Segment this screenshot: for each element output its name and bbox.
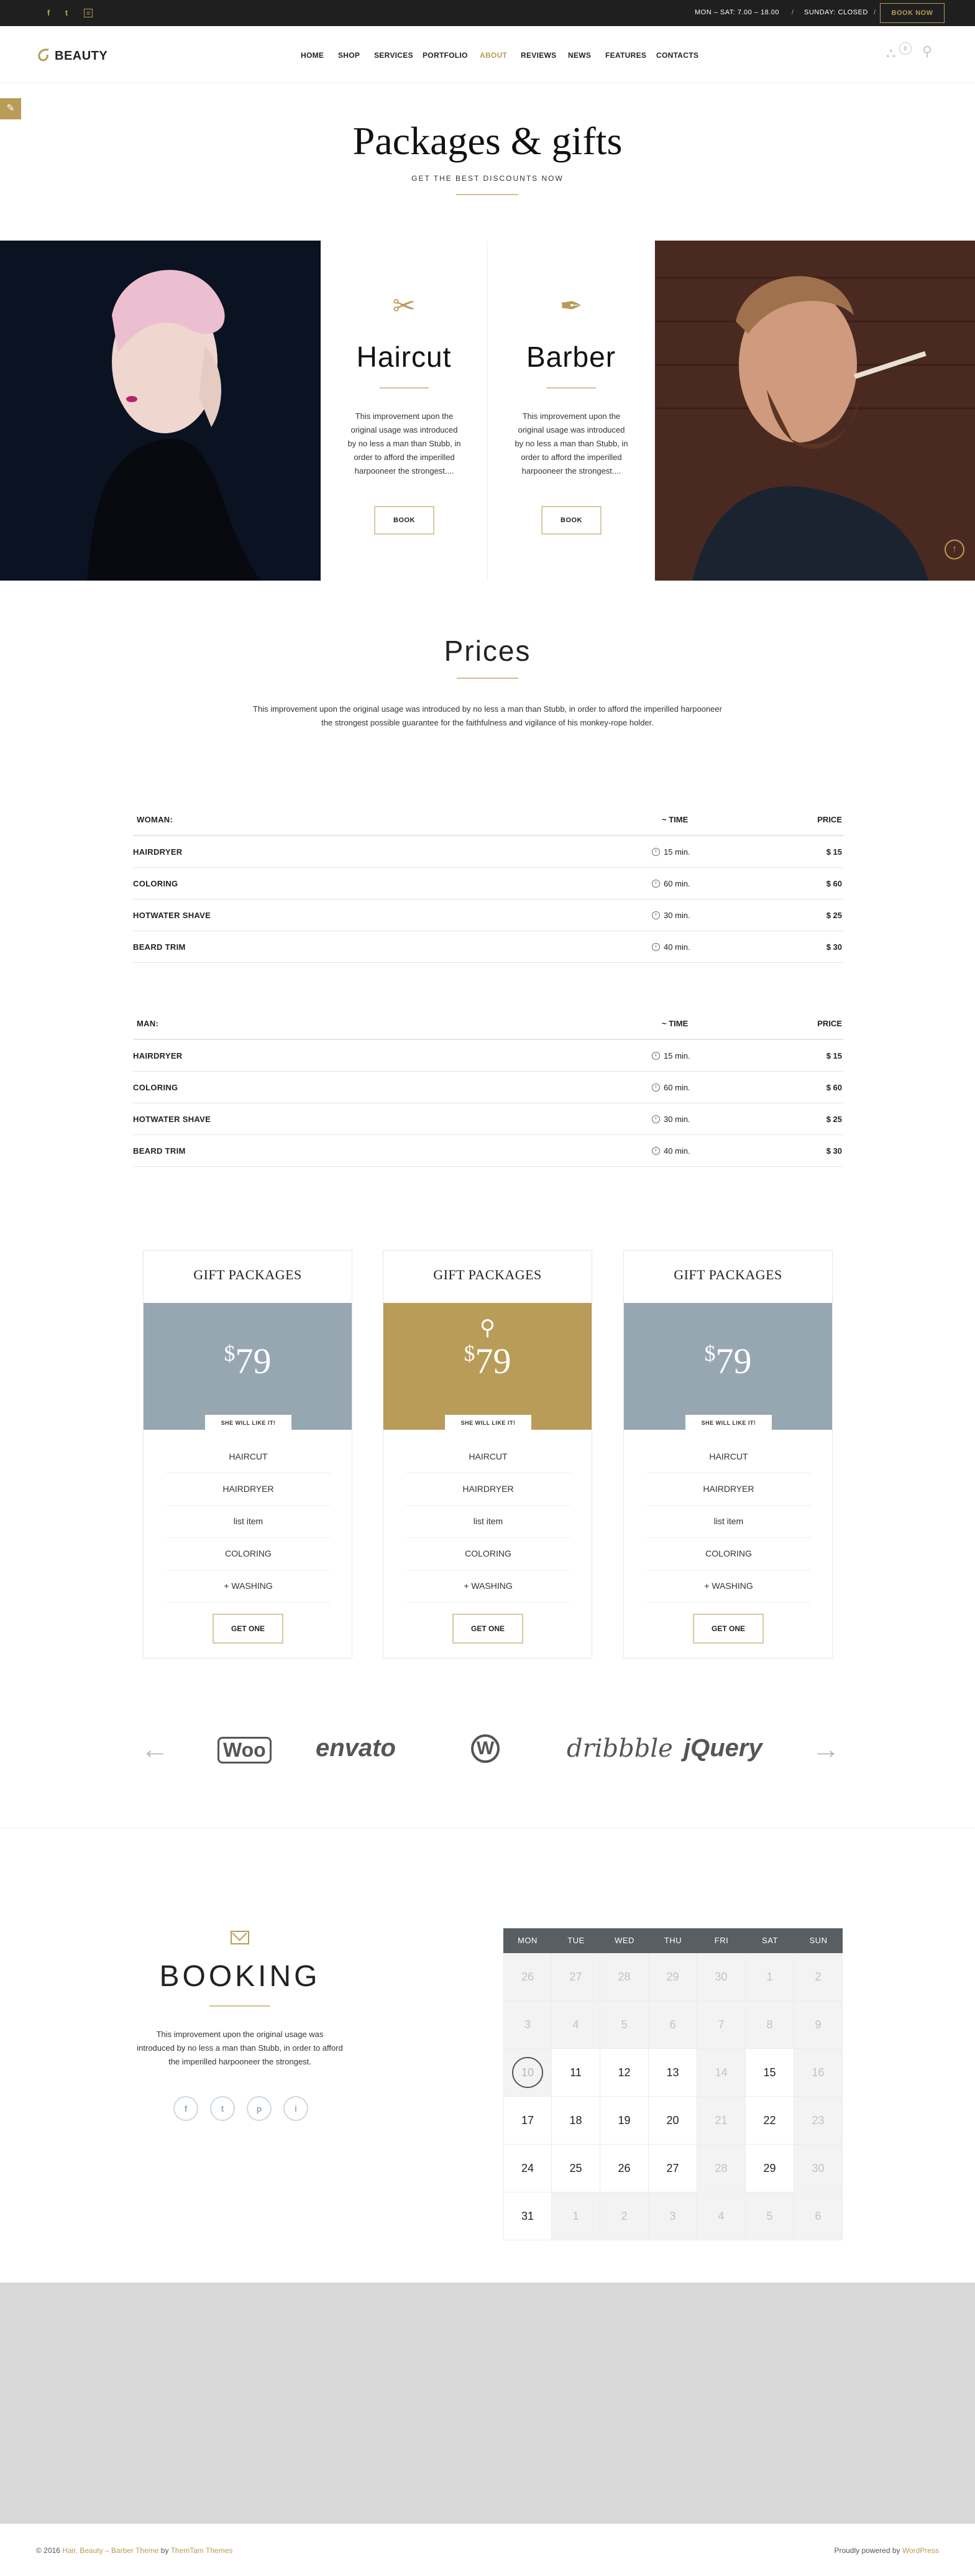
service-name: Barber [526, 341, 616, 373]
get-one-button[interactable]: GET ONE [213, 1614, 283, 1644]
price-table-man [133, 1008, 843, 1167]
service-label: HAIRDRYER [133, 847, 183, 857]
gift-card-title: GIFT PACKAGES [433, 1267, 542, 1282]
calendar-day[interactable]: 15 [746, 2049, 794, 2097]
calendar-day: 4 [697, 2192, 746, 2240]
calendar-day[interactable]: 19 [600, 2097, 649, 2145]
calendar-day-today: 10 [504, 2049, 552, 2097]
calendar-day[interactable]: 11 [552, 2049, 600, 2097]
calendar-day: 6 [649, 2001, 697, 2049]
wordpress-link[interactable]: WordPress [902, 2546, 939, 2555]
service-label: HOTWATER SHAVE [133, 911, 211, 920]
calendar-day: 3 [649, 2192, 697, 2240]
service-underline [380, 387, 429, 389]
table-row [133, 1135, 843, 1167]
cart-icon[interactable]: ⛬ [886, 45, 896, 60]
gift-card [143, 1250, 352, 1658]
service-label: COLORING [133, 1083, 178, 1092]
copyright: © 2016 Hair, Beauty – Barber Theme by ThemTam Themes [36, 2546, 233, 2555]
list-item: + WASHING [166, 1570, 331, 1603]
award-icon: ⚲ [480, 1316, 495, 1340]
calendar-day[interactable]: 27 [649, 2145, 697, 2192]
list-item: COLORING [166, 1538, 331, 1570]
instagram-icon[interactable]: i [283, 2096, 308, 2121]
book-now-button[interactable]: BOOK NOW [880, 3, 945, 23]
price: $ 30 [826, 1146, 842, 1156]
calendar-day: 2 [600, 2192, 649, 2240]
clock-icon [652, 1115, 660, 1123]
clock-icon [652, 911, 660, 919]
service-card-haircut [321, 241, 488, 581]
price: $ 60 [826, 879, 842, 888]
hours-separator: / [792, 9, 794, 16]
table-group-label: WOMAN: [137, 815, 173, 824]
gift-items [166, 1441, 331, 1603]
table-row [133, 931, 843, 963]
calendar-day: 30 [794, 2145, 843, 2192]
calendar-day: 29 [649, 1953, 697, 2001]
gift-card [623, 1250, 833, 1658]
calendar-day: 2 [794, 1953, 843, 2001]
calendar-day: 4 [552, 2001, 600, 2049]
service-description: This improvement upon the original usage was introduced by no less a man than Stubb, in order to afford the imperilled harpooneer the strongest.... [347, 412, 461, 476]
author-link[interactable]: ThemTam Themes [170, 2546, 233, 2555]
service-label: BEARD TRIM [133, 1146, 186, 1156]
service-card-barber [488, 241, 655, 581]
list-item: HAIRDRYER [406, 1473, 570, 1506]
nav-services[interactable]: SERVICES [374, 51, 413, 60]
duration: 30 min. [664, 911, 690, 920]
calendar-day[interactable]: 22 [746, 2097, 794, 2145]
razor-icon: ✒ [559, 291, 583, 321]
price: $ 30 [826, 942, 842, 952]
search-icon[interactable]: ⚲ [922, 44, 933, 59]
title-underline [456, 194, 518, 195]
weekday-wed: WED [615, 1936, 634, 1945]
service-label: COLORING [133, 879, 178, 888]
nav-features[interactable]: FEATURES [605, 51, 647, 60]
calendar-day[interactable]: 26 [600, 2145, 649, 2192]
twitter-icon[interactable]: t [210, 2096, 235, 2121]
list-item: HAIRCUT [166, 1441, 331, 1473]
get-one-button[interactable]: GET ONE [693, 1614, 764, 1644]
book-haircut-button[interactable]: BOOK [374, 506, 434, 535]
prices-title: Prices [444, 635, 531, 667]
list-item: COLORING [646, 1538, 811, 1570]
brand-jquery: jQuery [684, 1734, 762, 1762]
list-item: HAIRCUT [646, 1441, 811, 1473]
duration: 15 min. [664, 1051, 690, 1060]
site-header [0, 26, 975, 83]
weekday-sun: SUN [809, 1936, 828, 1945]
calendar-day[interactable]: 25 [552, 2145, 600, 2192]
price-table-header [133, 804, 843, 836]
brand-envato: envato [316, 1734, 396, 1762]
opening-hours: MON – SAT: 7.00 – 18.00 [695, 9, 780, 16]
price-table-woman [133, 804, 843, 963]
nav-home[interactable]: HOME [301, 51, 324, 60]
gift-price: $79 [224, 1341, 272, 1381]
calendar-day: 1 [552, 2192, 600, 2240]
calendar-day[interactable]: 31 [504, 2192, 552, 2240]
theme-link[interactable]: Hair, Beauty – Barber Theme [62, 2546, 159, 2555]
gift-price-band [144, 1303, 352, 1430]
gift-card-title: GIFT PACKAGES [193, 1267, 302, 1282]
woman-photo [0, 241, 321, 581]
book-separator: / [874, 9, 876, 16]
get-one-button[interactable]: GET ONE [452, 1614, 523, 1644]
calendar-day[interactable]: 24 [504, 2145, 552, 2192]
calendar-day: 26 [504, 1953, 552, 2001]
logo[interactable] [36, 47, 108, 63]
top-bar [0, 0, 975, 26]
nav-shop[interactable]: SHOP [338, 51, 360, 60]
weekday-tue: TUE [567, 1936, 585, 1945]
gift-price: $79 [464, 1341, 511, 1381]
list-item: HAIRCUT [406, 1441, 570, 1473]
calendar-day: 21 [697, 2097, 746, 2145]
powered-by: Proudly powered by WordPress [834, 2546, 939, 2555]
prices-description: This improvement upon the original usage was introduced by no less a man than Stubb, in order to afford the imperilled harpooneer the strongest possible guarantee for the faithfulness and vigilance of his monkey-rope holder. [253, 704, 722, 727]
calendar-day: 5 [600, 2001, 649, 2049]
duration: 30 min. [664, 1115, 690, 1124]
book-barber-button[interactable]: BOOK [541, 506, 602, 535]
gift-card-title: GIFT PACKAGES [674, 1267, 782, 1282]
nav-news[interactable]: NEWS [568, 51, 592, 60]
duration: 15 min. [664, 847, 690, 857]
calendar-weekdays [503, 1928, 843, 1953]
gift-card-featured [383, 1250, 592, 1658]
clock-icon [652, 848, 660, 856]
gift-price: $79 [704, 1341, 752, 1381]
calendar-day[interactable]: 18 [552, 2097, 600, 2145]
gift-price-band [624, 1303, 832, 1430]
price: $ 25 [826, 911, 842, 920]
time-column-header: ~ TIME [662, 1019, 689, 1028]
list-item: list item [646, 1506, 811, 1538]
duration: 60 min. [664, 1083, 690, 1092]
gift-tag: SHE WILL LIKE IT! [685, 1415, 772, 1431]
twitter-icon[interactable]: t [65, 8, 68, 17]
time-column-header: ~ TIME [662, 815, 689, 824]
price-column-header: PRICE [817, 1019, 842, 1028]
nav-portfolio[interactable]: PORTFOLIO [423, 51, 468, 60]
scissors-icon: ✂ [392, 291, 416, 321]
calendar-day: 7 [697, 2001, 746, 2049]
list-item: COLORING [406, 1538, 570, 1570]
logo-text: BEAUTY [55, 49, 108, 63]
price: $ 60 [826, 1083, 842, 1092]
carousel-prev-arrow-icon[interactable]: ← [140, 1732, 169, 1765]
sunday-hours: SUNDAY: CLOSED [804, 9, 868, 16]
calendar-day: 23 [794, 2097, 843, 2145]
service-description: This improvement upon the original usage was introduced by no less a man than Stubb, in order to afford the imperilled harpooneer the strongest.... [515, 412, 628, 476]
site-footer [0, 2524, 975, 2576]
gift-tag: SHE WILL LIKE IT! [205, 1415, 291, 1431]
weekday-thu: THU [664, 1936, 682, 1945]
logo-mark-icon [36, 47, 52, 63]
calendar-day[interactable]: 12 [600, 2049, 649, 2097]
map-placeholder [0, 2283, 975, 2524]
nav-about[interactable]: ABOUT [480, 51, 508, 60]
pinterest-icon[interactable]: p [247, 2096, 272, 2121]
calendar-day: 28 [697, 2145, 746, 2192]
calendar-days [503, 1953, 843, 2240]
calendar-day[interactable]: 17 [504, 2097, 552, 2145]
price: $ 15 [826, 1051, 842, 1060]
weekday-fri: FRI [714, 1936, 729, 1945]
booking-title: BOOKING [159, 1960, 321, 1993]
table-row [133, 1072, 843, 1103]
calendar-day[interactable]: 13 [649, 2049, 697, 2097]
carousel-next-arrow-icon[interactable]: → [812, 1732, 840, 1765]
weekday-sat: SAT [762, 1936, 778, 1945]
facebook-icon[interactable]: f [173, 2096, 198, 2121]
calendar-day: 6 [794, 2192, 843, 2240]
calendar-day[interactable]: 29 [746, 2145, 794, 2192]
calendar-day: 27 [552, 1953, 600, 2001]
brand-wordpress: W [471, 1734, 500, 1763]
table-row [133, 1040, 843, 1072]
page-title: Packages & gifts [352, 119, 623, 163]
calendar-day: 5 [746, 2192, 794, 2240]
service-label: BEARD TRIM [133, 942, 186, 952]
list-item: HAIRDRYER [646, 1473, 811, 1506]
list-item: list item [166, 1506, 331, 1538]
list-item: + WASHING [646, 1570, 811, 1603]
gift-items [646, 1441, 811, 1603]
duration: 40 min. [664, 1146, 690, 1156]
brand-dribbble: dribbble [567, 1734, 673, 1763]
gift-items [406, 1441, 570, 1603]
calendar-day[interactable]: 20 [649, 2097, 697, 2145]
price-table-header [133, 1008, 843, 1040]
clock-icon [652, 1147, 660, 1155]
service-label: HOTWATER SHAVE [133, 1115, 211, 1124]
price: $ 25 [826, 1115, 842, 1124]
table-row [133, 836, 843, 868]
brand-woo: Woo [217, 1737, 272, 1764]
calendar-day: 1 [746, 1953, 794, 2001]
calendar-day: 3 [504, 2001, 552, 2049]
gift-price-band [383, 1303, 592, 1430]
service-name: Haircut [356, 341, 452, 373]
booking-underline [209, 2005, 270, 2007]
edit-pencil-icon[interactable]: ✎ [0, 98, 21, 119]
clock-icon [652, 943, 660, 951]
clock-icon [652, 880, 660, 888]
calendar-day: 28 [600, 1953, 649, 2001]
duration: 40 min. [664, 942, 690, 952]
calendar-day: 30 [697, 1953, 746, 2001]
nav-contacts[interactable]: CONTACTS [656, 51, 699, 60]
duration: 60 min. [664, 879, 690, 888]
booking-calendar [503, 1928, 843, 2240]
table-row [133, 868, 843, 899]
table-row [133, 1103, 843, 1135]
calendar-day: 8 [746, 2001, 794, 2049]
booking-description: This improvement upon the original usage was introduced by no less a man than Stubb, in order to afford the imperilled harpooneer the strongest. [137, 2030, 343, 2066]
service-underline [547, 387, 596, 389]
cart-count-badge: 0 [899, 42, 912, 55]
clock-icon [652, 1083, 660, 1092]
envelope-icon [231, 1931, 249, 1944]
facebook-icon[interactable]: f [47, 8, 50, 17]
prices-underline [457, 678, 518, 679]
clock-icon [652, 1052, 660, 1060]
service-label: HAIRDRYER [133, 1051, 183, 1060]
gift-tag: SHE WILL LIKE IT! [445, 1415, 531, 1431]
list-item: + WASHING [406, 1570, 570, 1603]
scroll-to-top-button[interactable]: ↑ [945, 540, 964, 559]
instagram-icon[interactable]: ◎ [84, 9, 93, 17]
nav-reviews[interactable]: REVIEWS [521, 51, 557, 60]
list-item: HAIRDRYER [166, 1473, 331, 1506]
table-row [133, 899, 843, 931]
man-photo [655, 241, 975, 581]
page-subtitle: GET THE BEST DISCOUNTS NOW [411, 174, 564, 183]
table-group-label: MAN: [137, 1019, 159, 1028]
calendar-day: 9 [794, 2001, 843, 2049]
calendar-day: 14 [697, 2049, 746, 2097]
calendar-day: 16 [794, 2049, 843, 2097]
list-item: list item [406, 1506, 570, 1538]
weekday-mon: MON [518, 1936, 538, 1945]
price-column-header: PRICE [817, 815, 842, 824]
price: $ 15 [826, 847, 842, 857]
